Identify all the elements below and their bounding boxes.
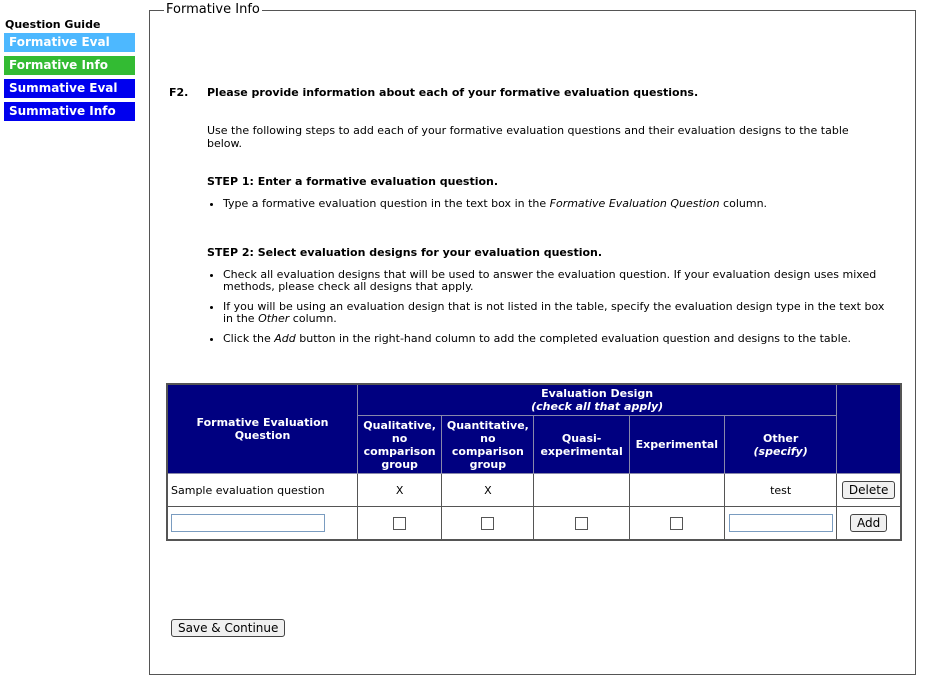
nav-summative-info[interactable]: Summative Info [4, 102, 135, 121]
header-quasi-experimental: Quasi-experimental [534, 416, 629, 474]
formative-info-panel [149, 2, 916, 675]
header-action [837, 384, 901, 474]
new-entry-row [167, 507, 901, 541]
other-input[interactable] [729, 514, 833, 532]
header-quantitative: Quantitative, no comparison group [442, 416, 534, 474]
sidebar-title: Question Guide [5, 18, 101, 31]
table-row [167, 474, 901, 507]
question-input[interactable] [171, 514, 325, 532]
header-question: Formative Evaluation Question [167, 384, 358, 474]
quasi-experimental-checkbox[interactable] [575, 517, 588, 530]
row-quasi-experimental [534, 474, 629, 507]
group-subtitle: (check all that apply) [531, 400, 664, 413]
row-action [837, 474, 901, 507]
panel-legend: Formative Info [166, 2, 260, 17]
add-button[interactable]: Add [850, 514, 887, 532]
new-other-cell [724, 507, 836, 541]
header-other [724, 416, 836, 474]
intro-text: Use the following steps to add each of your formative evaluation questions and their evaluation designs to the table below. [207, 124, 849, 150]
quantitative-checkbox[interactable] [481, 517, 494, 530]
new-quantitative-cell [442, 507, 534, 541]
row-qualitative: X [358, 474, 442, 507]
qualitative-checkbox[interactable] [393, 517, 406, 530]
nav-formative-eval[interactable]: Formative Eval [4, 33, 135, 52]
header-qualitative: Qualitative, no comparison group [358, 416, 442, 474]
row-experimental [629, 474, 724, 507]
new-action-cell [837, 507, 901, 541]
step1-heading: STEP 1: Enter a formative evaluation question. [207, 175, 499, 188]
step1-list [207, 198, 893, 218]
step2-heading: STEP 2: Select evaluation designs for your evaluation question. [207, 246, 603, 259]
row-other: test [724, 474, 836, 507]
delete-button[interactable]: Delete [842, 481, 895, 499]
save-continue-button[interactable]: Save & Continue [171, 619, 285, 637]
question-title: Please provide information about each of your formative evaluation questions. [207, 86, 699, 99]
header-experimental: Experimental [629, 416, 724, 474]
step2-list [207, 269, 893, 353]
experimental-checkbox[interactable] [670, 517, 683, 530]
new-experimental-cell [629, 507, 724, 541]
step2-bullet: • If you will be using an evaluation design that is not listed in the table, specify the evaluation design type in the text box in the Other column. [223, 301, 893, 325]
question-number: F2. [169, 86, 189, 99]
nav-formative-info[interactable]: Formative Info [4, 56, 135, 75]
row-quantitative: X [442, 474, 534, 507]
step2-bullet: • Click the Add button in the right-hand column to add the completed evaluation question and designs to the table. [223, 333, 893, 345]
step2-bullet: • Check all evaluation designs that will be used to answer the evaluation question. If your evaluation design uses mixed methods, please check all designs that apply. [223, 269, 893, 293]
step1-bullet: • Type a formative evaluation question in the text box in the Formative Evaluation Question column. [223, 198, 893, 210]
new-quasi-cell [534, 507, 629, 541]
header-other-label: Other [762, 431, 799, 445]
row-question: Sample evaluation question [167, 474, 358, 507]
nav-summative-eval[interactable]: Summative Eval [4, 79, 135, 98]
new-question-cell [167, 507, 358, 541]
new-qualitative-cell [358, 507, 442, 541]
question-guide-sidebar [4, 18, 135, 125]
header-evaluation-design [358, 384, 837, 416]
header-other-sub: (specify) [753, 444, 808, 458]
evaluation-design-table [166, 383, 902, 541]
group-title: Evaluation Design [541, 387, 654, 400]
